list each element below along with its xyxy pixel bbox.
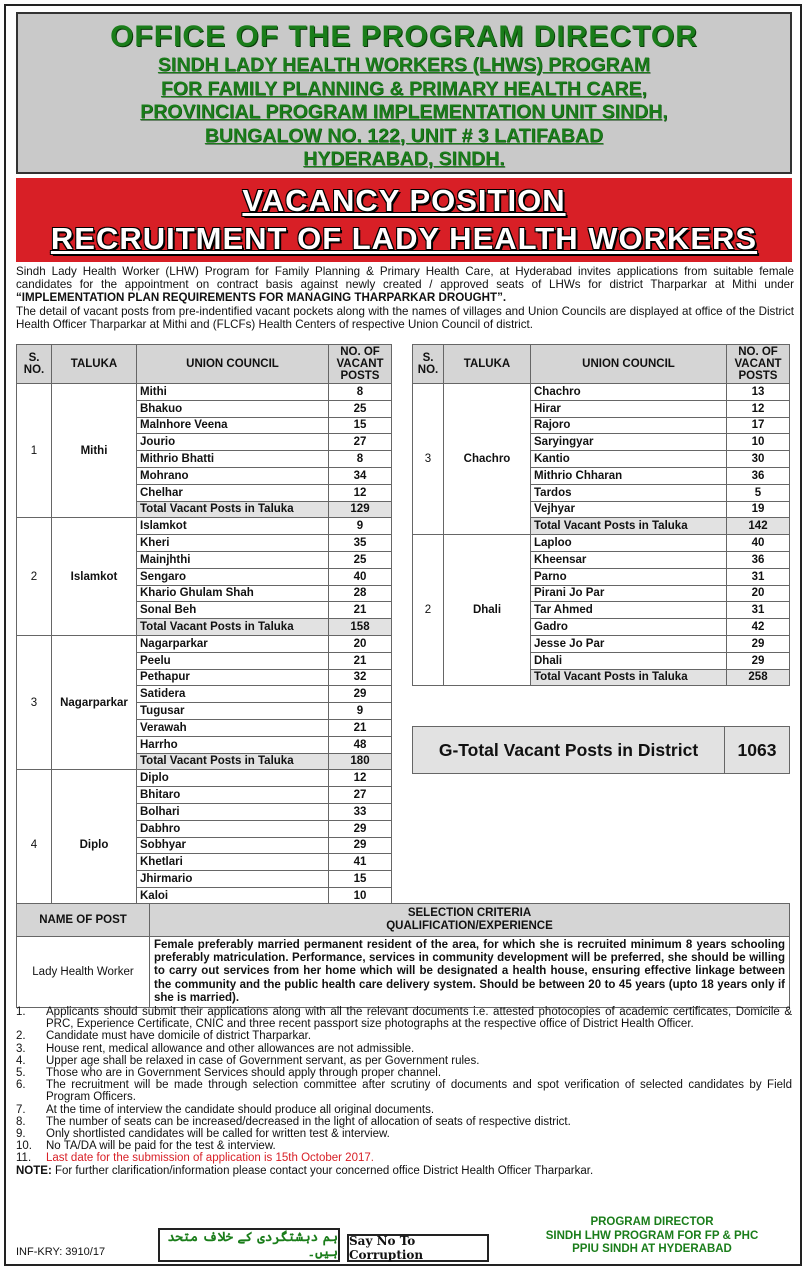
vacant-posts-count: 12 [329,770,392,787]
col-sno: S. NO. [17,345,52,384]
vacant-posts-count: 35 [329,535,392,552]
table-row [413,535,790,552]
union-council-name: Vejhyar [531,501,727,518]
union-council-name: Mithi [137,384,329,401]
note-number: 6. [16,1079,26,1092]
taluka-total-label: Total Vacant Posts in Taluka [137,619,329,636]
note-final [16,1165,792,1177]
union-council-name: Saryingyar [531,434,727,451]
note-text: Upper age shall be relaxed in case of Government servant, as per Government rules. [46,1054,480,1067]
taluka-total-label: Total Vacant Posts in Taluka [531,518,727,535]
vacant-posts-count: 36 [727,551,790,568]
vacant-posts-count: 29 [329,686,392,703]
col-taluka: TALUKA [52,345,137,384]
vacant-posts-count: 17 [727,417,790,434]
note-number: 8. [16,1115,26,1128]
union-council-name: Tar Ahmed [531,602,727,619]
col-vacant-posts: NO. OF VACANT POSTS [329,345,392,384]
criteria-header-line-2: QUALIFICATION/EXPERIENCE [386,920,553,932]
taluka-total-value: 142 [727,518,790,535]
union-council-name: Tugusar [137,703,329,720]
grand-total-label: G-Total Vacant Posts in District [413,727,725,773]
banner-line-2: RECRUITMENT OF LADY HEALTH WORKERS [50,221,758,256]
union-council-name: Tardos [531,484,727,501]
vacant-posts-count: 36 [727,467,790,484]
vacant-posts-count: 13 [727,384,790,401]
signature-block [512,1216,792,1257]
vacant-posts-count: 31 [727,568,790,585]
vacant-posts-count: 29 [727,652,790,669]
union-council-name: Jesse Jo Par [531,635,727,652]
union-council-name: Parno [531,568,727,585]
serial-number: 2 [413,535,444,686]
criteria-description: Female preferably married permanent resident of the area, for which she is recruited minimum 8 years schooling preferably matriculation. Performance, services in community development will be preferred, she should be willing to carry out services from her home which will be designated a health house, ensuring effective linkage between the community and the public health care delivery system. Should be between 20 to 45 years (upto 18 years only if she is married). [150,937,790,1008]
taluka-name: Dhali [444,535,531,686]
taluka-total-value: 180 [329,753,392,770]
union-council-name: Dhali [531,652,727,669]
sign-line: PROGRAM DIRECTOR [590,1216,714,1228]
banner-line-1: VACANCY POSITION [242,183,566,218]
union-council-name: Islamkot [137,518,329,535]
union-council-name: Pirani Jo Par [531,585,727,602]
union-council-name: Gadro [531,619,727,636]
vacant-posts-count: 21 [329,602,392,619]
note-label: NOTE: [16,1164,52,1177]
union-council-name: Bolhari [137,803,329,820]
union-council-name: Kheri [137,535,329,552]
post-name: Lady Health Worker [17,937,150,1008]
vacant-posts-count: 29 [329,837,392,854]
vacant-posts-count: 33 [329,803,392,820]
note-text: Only shortlisted candidates will be called for written test & interview. [46,1128,390,1141]
anti-corruption-stamp: Say No To Corruption [347,1234,489,1262]
vacant-posts-count: 25 [329,551,392,568]
note-item [16,1079,792,1103]
vacant-posts-count: 31 [727,602,790,619]
header-line: BUNGALOW NO. 122, UNIT # 3 LATIFABAD [204,124,604,147]
vacant-posts-count: 12 [329,484,392,501]
taluka-total-value: 158 [329,619,392,636]
union-council-name: Nagarparkar [137,635,329,652]
union-council-name: Harrho [137,736,329,753]
table-row [17,770,392,787]
vacant-posts-count: 21 [329,652,392,669]
note-number: 11. [16,1152,32,1165]
taluka-name: Diplo [52,770,137,921]
vacant-posts-count: 5 [727,484,790,501]
union-council-name: Sengaro [137,568,329,585]
intro-paragraph-1: Sindh Lady Health Worker (LHW) Program for Family Planning & Primary Health Care, at Hyderabad invites applications from suitable female candidates for the appointment on contract basis against newly created / approved seats of LHWs for district Tharparkar at Mithi under [16,265,794,292]
vacancy-banner [16,178,792,262]
union-council-name: Mithrio Bhatti [137,451,329,468]
note-number: 7. [16,1103,26,1116]
office-title: OFFICE OF THE PROGRAM DIRECTOR [110,20,698,53]
taluka-name: Nagarparkar [52,635,137,769]
vacant-posts-count: 27 [329,787,392,804]
taluka-name: Islamkot [52,518,137,636]
vacant-posts-count: 25 [329,400,392,417]
note-number: 5. [16,1067,26,1080]
table-row [17,518,392,535]
note-item [16,1140,792,1152]
union-council-name: Jourio [137,434,329,451]
reference-number: INF-KRY: 3910/17 [16,1246,106,1258]
office-header [16,12,792,174]
union-council-name: Laploo [531,535,727,552]
vacant-posts-count: 8 [329,451,392,468]
union-council-name: Pethapur [137,669,329,686]
union-council-name: Bhakuo [137,400,329,417]
union-council-name: Verawah [137,719,329,736]
criteria-header-line-1: SELECTION CRITERIA [407,907,532,919]
anti-terror-stamp: ہم دہشتگردی کے خلاف متحد ہیں۔ [158,1228,340,1262]
union-council-name: Chachro [531,384,727,401]
note-text: The recruitment will be made through selection committee after scrutiny of documents and spot verification of selected candidates by Field Program Officers. [46,1079,792,1104]
vacant-posts-count: 40 [329,568,392,585]
note-number: 9. [16,1128,26,1141]
union-council-name: Bhitaro [137,787,329,804]
vacant-posts-count: 20 [329,635,392,652]
note-number: 4. [16,1054,26,1067]
serial-number: 3 [413,384,444,535]
note-text: For further clarification/information please contact your concerned office District Health Officer Tharparkar. [54,1164,594,1177]
header-line: FOR FAMILY PLANNING & PRIMARY HEALTH CARE, [160,77,648,100]
union-council-name: Mohrano [137,467,329,484]
union-council-name: Chelhar [137,484,329,501]
taluka-total-value: 258 [727,669,790,686]
note-number: 3. [16,1042,26,1055]
table-row [17,635,392,652]
note-text: The number of seats can be increased/decreased in the light of allocation of seats of respective district. [46,1115,571,1128]
sign-line: SINDH LHW PROGRAM FOR FP & PHC [545,1229,759,1242]
union-council-name: Dabhro [137,820,329,837]
vacant-posts-count: 19 [727,501,790,518]
header-line: HYDERABAD, SINDH. [303,148,505,170]
instructions-list [16,1006,792,1177]
union-council-name: Kheensar [531,551,727,568]
union-council-name: Peelu [137,652,329,669]
note-text: Candidate must have domicile of district Tharparkar. [46,1030,312,1043]
union-council-name: Satidera [137,686,329,703]
union-council-name: Kantio [531,451,727,468]
vacant-posts-count: 15 [329,417,392,434]
intro-bold-phrase: “IMPLEMENTATION PLAN REQUIREMENTS FOR MANAGING THARPARKAR DROUGHT”. [16,291,507,305]
col-union-council: UNION COUNCIL [531,345,727,384]
union-council-name: Hirar [531,400,727,417]
union-council-name: Sonal Beh [137,602,329,619]
union-council-name: Khetlari [137,854,329,871]
table-row [17,384,392,401]
vacant-posts-count: 40 [727,535,790,552]
selection-criteria-table [16,903,790,1008]
note-item [16,1152,792,1164]
union-council-name: Sobhyar [137,837,329,854]
union-council-name: Mithrio Chharan [531,467,727,484]
col-taluka: TALUKA [444,345,531,384]
note-text: At the time of interview the candidate should produce all original documents. [46,1103,435,1116]
union-council-name: Diplo [137,770,329,787]
footer [16,1212,792,1262]
sign-line: PPIU SINDH AT HYDERABAD [572,1243,732,1255]
col-vacant-posts: NO. OF VACANT POSTS [727,345,790,384]
vacant-posts-count: 9 [329,703,392,720]
intro-paragraph-2: The detail of vacant posts from pre-indentified vacant pockets along with the names of villages and Union Councils are displayed at office of the District Health Officer Tharparkar at Mithi and (FLCFs) Health Centers of respective Union Council of district. [16,304,794,331]
note-item [16,1116,792,1128]
note-text: House rent, medical allowance and other allowances are not admissible. [46,1042,415,1055]
selection-criteria-header [150,904,790,937]
vacant-posts-count: 34 [329,467,392,484]
taluka-name: Chachro [444,384,531,535]
note-item [16,1043,792,1055]
vacant-posts-count: 10 [329,887,392,904]
vacant-posts-count: 15 [329,871,392,888]
vacant-posts-count: 8 [329,384,392,401]
taluka-total-label: Total Vacant Posts in Taluka [137,753,329,770]
vacant-posts-count: 9 [329,518,392,535]
note-text: No TA/DA will be paid for the test & interview. [46,1140,276,1153]
vacant-posts-count: 32 [329,669,392,686]
grand-total [412,726,790,774]
vacant-posts-count: 29 [727,635,790,652]
taluka-total-label: Total Vacant Posts in Taluka [137,501,329,518]
vacant-posts-count: 48 [329,736,392,753]
union-council-name: Rajoro [531,417,727,434]
note-item [16,1128,792,1140]
vacant-posts-count: 41 [329,854,392,871]
vacant-posts-count: 21 [329,719,392,736]
union-council-name: Khario Ghulam Shah [137,585,329,602]
note-number: 2. [16,1030,26,1043]
vacancy-table-left [16,344,392,922]
note-item [16,1030,792,1042]
vacant-posts-count: 20 [727,585,790,602]
note-item [16,1104,792,1116]
note-item [16,1055,792,1067]
serial-number: 1 [17,384,52,518]
vacant-posts-count: 12 [727,400,790,417]
serial-number: 4 [17,770,52,921]
intro-text [16,265,794,331]
name-of-post-header: NAME OF POST [17,904,150,937]
union-council-name: Jhirmario [137,871,329,888]
col-union-council: UNION COUNCIL [137,345,329,384]
grand-total-value: 1063 [737,739,777,760]
header-line: PROVINCIAL PROGRAM IMPLEMENTATION UNIT SINDH, [140,101,668,123]
note-item [16,1067,792,1079]
union-council-name: Kaloi [137,887,329,904]
vacant-posts-count: 10 [727,434,790,451]
union-council-name: Mainjhthi [137,551,329,568]
serial-number: 3 [17,635,52,769]
union-council-name: Malnhore Veena [137,417,329,434]
vacant-posts-count: 29 [329,820,392,837]
note-text: Those who are in Government Services should apply through proper channel. [46,1067,442,1080]
note-item [16,1006,792,1030]
note-number: 10. [16,1140,32,1153]
note-number: 1. [16,1006,26,1018]
vacancy-table-right [412,344,790,686]
taluka-name: Mithi [52,384,137,518]
vacant-posts-count: 30 [727,451,790,468]
header-line: SINDH LADY HEALTH WORKERS (LHWS) PROGRAM [157,54,651,76]
col-sno: S. NO. [413,345,444,384]
deadline-note: Last date for the submission of application is 15th October 2017. [46,1152,374,1165]
vacant-posts-count: 42 [727,619,790,636]
taluka-total-value: 129 [329,501,392,518]
note-text: Applicants should submit their applications along with all the relevant documents i.e. attested photocopies of academic certificates, Domicile & PRC, Experience Certificate, CNIC and three recent passport size photographs at the respective office of District Health Officer. [46,1006,792,1031]
taluka-total-label: Total Vacant Posts in Taluka [531,669,727,686]
vacant-posts-count: 27 [329,434,392,451]
vacant-posts-count: 28 [329,585,392,602]
serial-number: 2 [17,518,52,636]
table-row [413,384,790,401]
